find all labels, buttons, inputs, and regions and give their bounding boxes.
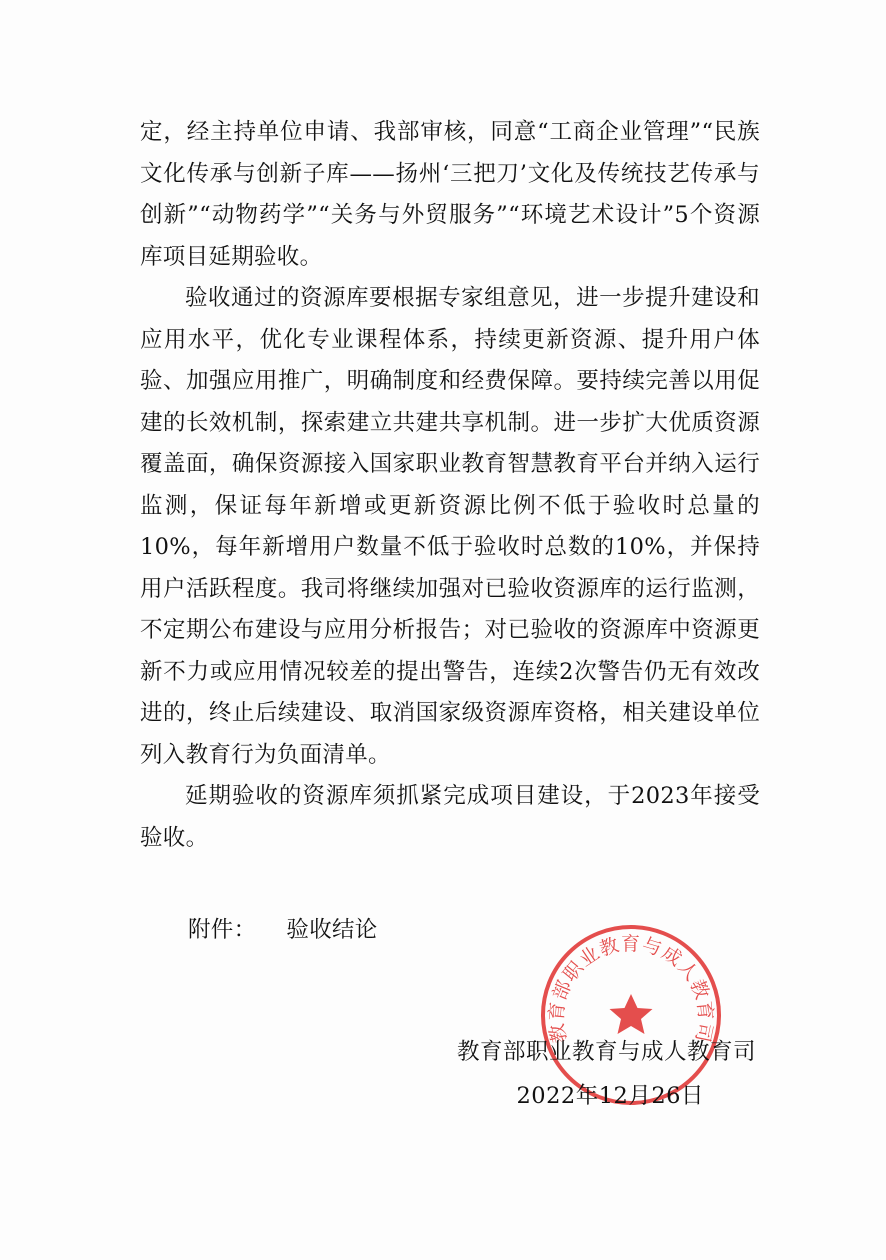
paragraph-1: 定，经主持单位申请、我部审核，同意“工商企业管理”“民族文化传承与创新子库——扬州‘三把刀’文化及传统技艺传承与创新”“动物药学”“关务与外贸服务”“环境艺术设计”5个资源库项目延期验收。 [140,119,760,270]
paragraph-2: 验收通过的资源库要根据专家组意见，进一步提升建设和应用水平，优化专业课程体系，持续更新资源、提升用户体验、加强应用推广，明确制度和经费保障。要持续完善以用促建的长效机制，探索建立共建共享机制。进一步扩大优质资源覆盖面，确保资源接入国家职业教育智慧教育平台并纳入运行监测，保证每年新增或更新资源比例不低于验收时总量的10%，每年新增用户数量不低于验收时总数的10%，并保持用户活跃程度。我司将继续加强对已验收资源库的运行监测，不定期公布建设与应用分析报告；对已验收的资源库中资源更新不力或应用情况较差的提出警告，连续2次警告仍无有效改进的，终止后续建设、取消国家级资源库资格，相关建设单位列入教育行为负面清单。 [140,285,760,768]
signature-org: 教育部职业教育与成人教育司 [456,1039,756,1065]
paragraph-3: 延期验收的资源库须抓紧完成项目建设，于2023年接受验收。 [140,783,760,851]
attachment-label: 附件： [188,917,257,943]
seal-star-icon [610,994,653,1034]
document-body [140,112,760,859]
signature-date: 2022年12月26日 [516,1083,704,1109]
attachment-title: 验收结论 [286,917,378,943]
attachment-line [188,910,378,951]
signature-block [457,1030,756,1118]
seal-text: 教育部职业教育与成人教育司 [545,933,717,1045]
